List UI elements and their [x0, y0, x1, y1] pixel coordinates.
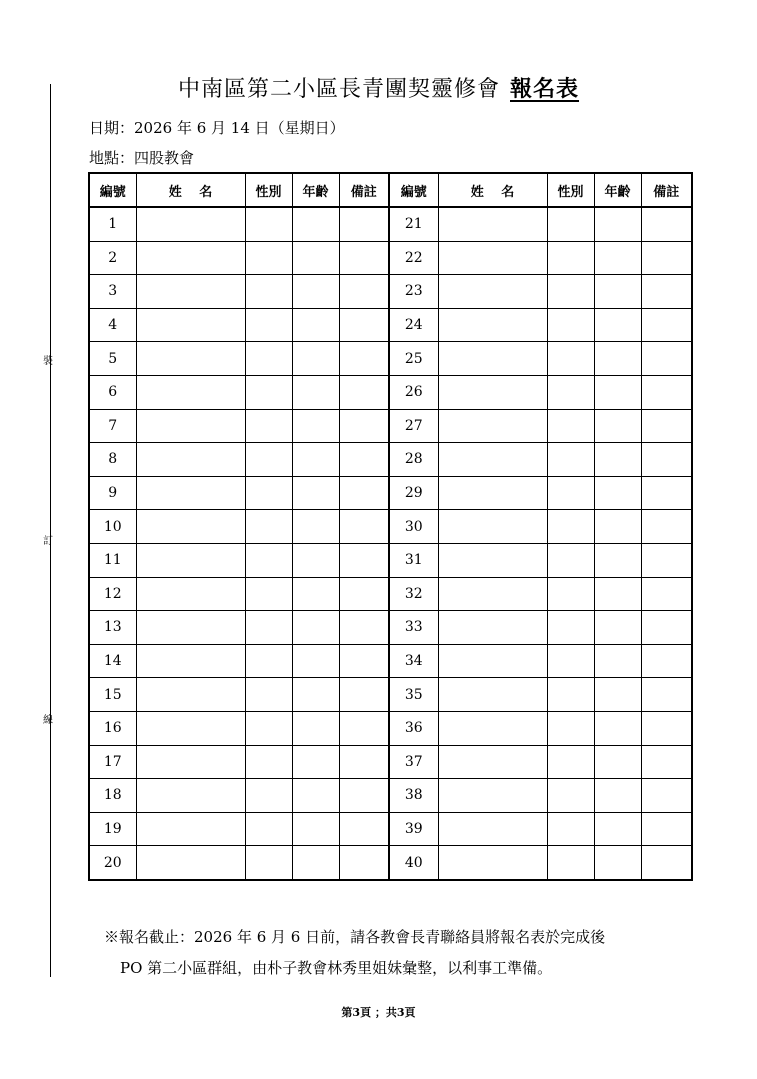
remarks-cell[interactable]: [641, 711, 692, 745]
gender-cell[interactable]: [245, 812, 292, 846]
remarks-cell[interactable]: [641, 745, 692, 779]
remarks-cell[interactable]: [641, 207, 692, 241]
gender-cell[interactable]: [547, 711, 594, 745]
gender-cell[interactable]: [547, 611, 594, 645]
row-number: 21: [389, 207, 438, 241]
age-cell[interactable]: [292, 476, 339, 510]
name-cell[interactable]: [438, 678, 547, 712]
remarks-cell[interactable]: [339, 409, 389, 443]
row-number: 10: [89, 510, 136, 544]
name-cell[interactable]: [136, 711, 245, 745]
row-number: 26: [389, 375, 438, 409]
name-cell[interactable]: [438, 846, 547, 880]
name-cell[interactable]: [438, 375, 547, 409]
name-cell[interactable]: [438, 308, 547, 342]
age-cell[interactable]: [594, 443, 641, 477]
age-cell[interactable]: [292, 644, 339, 678]
row-number: 25: [389, 342, 438, 376]
page-footer: 第3頁 ；共3頁: [341, 1006, 416, 1019]
name-cell[interactable]: [136, 207, 245, 241]
age-cell[interactable]: [292, 275, 339, 309]
name-cell[interactable]: [438, 409, 547, 443]
name-cell[interactable]: [136, 577, 245, 611]
name-cell[interactable]: [438, 443, 547, 477]
age-cell[interactable]: [594, 678, 641, 712]
gender-cell[interactable]: [245, 644, 292, 678]
binding-line: [50, 84, 51, 977]
remarks-cell[interactable]: [339, 745, 389, 779]
remarks-cell[interactable]: [641, 241, 692, 275]
row-number: 37: [389, 745, 438, 779]
gender-cell[interactable]: [245, 308, 292, 342]
row-number: 18: [89, 779, 136, 813]
remarks-cell[interactable]: [339, 779, 389, 813]
gender-cell[interactable]: [547, 207, 594, 241]
table-row: [89, 241, 692, 275]
name-cell[interactable]: [438, 611, 547, 645]
row-number: 2: [89, 241, 136, 275]
age-cell[interactable]: [292, 409, 339, 443]
row-number: 34: [389, 644, 438, 678]
remarks-cell[interactable]: [339, 342, 389, 376]
age-cell[interactable]: [594, 711, 641, 745]
row-number: 5: [89, 342, 136, 376]
age-cell[interactable]: [292, 812, 339, 846]
registration-table: [88, 172, 693, 881]
gender-cell[interactable]: [245, 711, 292, 745]
age-cell[interactable]: [594, 241, 641, 275]
name-cell[interactable]: [136, 812, 245, 846]
name-cell[interactable]: [136, 443, 245, 477]
gender-cell[interactable]: [245, 678, 292, 712]
table-row: [89, 644, 692, 678]
gender-cell[interactable]: [547, 812, 594, 846]
row-number: 30: [389, 510, 438, 544]
gender-cell[interactable]: [547, 476, 594, 510]
remarks-cell[interactable]: [339, 308, 389, 342]
name-cell[interactable]: [438, 812, 547, 846]
row-number: 40: [389, 846, 438, 880]
name-cell[interactable]: [136, 375, 245, 409]
place-line: 地點：四股教會: [89, 149, 195, 167]
remarks-cell[interactable]: [339, 241, 389, 275]
table-row: [89, 543, 692, 577]
name-cell[interactable]: [438, 207, 547, 241]
row-number: 15: [89, 678, 136, 712]
remarks-cell[interactable]: [641, 577, 692, 611]
name-cell[interactable]: [136, 543, 245, 577]
remarks-cell[interactable]: [339, 846, 389, 880]
header-gender: 性別: [547, 173, 594, 207]
row-number: 16: [89, 711, 136, 745]
table-header-row: [89, 173, 692, 207]
remarks-cell[interactable]: [339, 577, 389, 611]
remarks-cell[interactable]: [641, 846, 692, 880]
remarks-cell[interactable]: [641, 375, 692, 409]
table-row: [89, 443, 692, 477]
remarks-cell[interactable]: [641, 644, 692, 678]
remarks-cell[interactable]: [641, 611, 692, 645]
row-number: 3: [89, 275, 136, 309]
binding-mark-2: 訂: [43, 536, 53, 547]
row-number: 6: [89, 375, 136, 409]
gender-cell[interactable]: [547, 342, 594, 376]
gender-cell[interactable]: [245, 745, 292, 779]
header-gender: 性別: [245, 173, 292, 207]
row-number: 12: [89, 577, 136, 611]
remarks-cell[interactable]: [641, 543, 692, 577]
age-cell[interactable]: [292, 611, 339, 645]
age-cell[interactable]: [594, 375, 641, 409]
name-cell[interactable]: [438, 745, 547, 779]
row-number: 28: [389, 443, 438, 477]
remarks-cell[interactable]: [641, 510, 692, 544]
row-number: 33: [389, 611, 438, 645]
name-cell[interactable]: [438, 711, 547, 745]
gender-cell[interactable]: [547, 577, 594, 611]
table-row: [89, 745, 692, 779]
age-cell[interactable]: [594, 510, 641, 544]
row-number: 23: [389, 275, 438, 309]
row-number: 17: [89, 745, 136, 779]
gender-cell[interactable]: [245, 476, 292, 510]
gender-cell[interactable]: [547, 543, 594, 577]
date-line: 日期：2026 年 6 月 14 日（星期日）: [89, 119, 345, 137]
remarks-cell[interactable]: [339, 476, 389, 510]
age-cell[interactable]: [292, 577, 339, 611]
note-line-1: ※報名截止：2026 年 6 月 6 日前，請各教會長青聯絡員將報名表於完成後: [104, 928, 606, 946]
table-row: [89, 678, 692, 712]
table-row: [89, 308, 692, 342]
binding-mark-1: 裝: [43, 356, 53, 367]
name-cell[interactable]: [136, 241, 245, 275]
row-number: 14: [89, 644, 136, 678]
row-number: 11: [89, 543, 136, 577]
title-form-label: 報名表: [510, 76, 580, 102]
header-remarks: 備註: [641, 173, 692, 207]
gender-cell[interactable]: [245, 375, 292, 409]
age-cell[interactable]: [594, 745, 641, 779]
row-number: 31: [389, 543, 438, 577]
remarks-cell[interactable]: [641, 476, 692, 510]
table-row: [89, 577, 692, 611]
name-cell[interactable]: [438, 543, 547, 577]
gender-cell[interactable]: [245, 409, 292, 443]
remarks-cell[interactable]: [339, 275, 389, 309]
age-cell[interactable]: [292, 342, 339, 376]
row-number: 39: [389, 812, 438, 846]
age-cell[interactable]: [292, 745, 339, 779]
row-number: 7: [89, 409, 136, 443]
age-cell[interactable]: [292, 241, 339, 275]
header-age: 年齡: [594, 173, 641, 207]
age-cell[interactable]: [594, 543, 641, 577]
gender-cell[interactable]: [547, 375, 594, 409]
name-cell[interactable]: [438, 510, 547, 544]
title-main: 中南區第二小區長青團契靈修會: [177, 77, 500, 102]
remarks-cell[interactable]: [641, 275, 692, 309]
name-cell[interactable]: [438, 577, 547, 611]
gender-cell[interactable]: [245, 543, 292, 577]
name-cell[interactable]: [438, 275, 547, 309]
table-row: [89, 409, 692, 443]
table-row: [89, 476, 692, 510]
gender-cell[interactable]: [547, 241, 594, 275]
name-cell[interactable]: [136, 308, 245, 342]
gender-cell[interactable]: [547, 644, 594, 678]
gender-cell[interactable]: [245, 241, 292, 275]
age-cell[interactable]: [292, 308, 339, 342]
gender-cell[interactable]: [245, 846, 292, 880]
gender-cell[interactable]: [547, 678, 594, 712]
row-number: 32: [389, 577, 438, 611]
table-row: [89, 342, 692, 376]
remarks-cell[interactable]: [339, 611, 389, 645]
name-cell[interactable]: [136, 644, 245, 678]
remarks-cell[interactable]: [339, 543, 389, 577]
row-number: 1: [89, 207, 136, 241]
remarks-cell[interactable]: [339, 510, 389, 544]
gender-cell[interactable]: [547, 846, 594, 880]
table-row: [89, 846, 692, 880]
name-cell[interactable]: [136, 476, 245, 510]
age-cell[interactable]: [292, 443, 339, 477]
header-number: 編號: [89, 173, 136, 207]
row-number: 38: [389, 779, 438, 813]
age-cell[interactable]: [594, 476, 641, 510]
row-number: 36: [389, 711, 438, 745]
age-cell[interactable]: [594, 409, 641, 443]
remarks-cell[interactable]: [339, 812, 389, 846]
age-cell[interactable]: [292, 711, 339, 745]
age-cell[interactable]: [292, 207, 339, 241]
row-number: 9: [89, 476, 136, 510]
remarks-cell[interactable]: [641, 812, 692, 846]
name-cell[interactable]: [438, 644, 547, 678]
row-number: 13: [89, 611, 136, 645]
age-cell[interactable]: [594, 644, 641, 678]
gender-cell[interactable]: [245, 275, 292, 309]
header-name: 姓 名: [136, 173, 245, 207]
age-cell[interactable]: [594, 611, 641, 645]
gender-cell[interactable]: [245, 779, 292, 813]
age-cell[interactable]: [594, 207, 641, 241]
name-cell[interactable]: [136, 779, 245, 813]
name-cell[interactable]: [438, 779, 547, 813]
remarks-cell[interactable]: [339, 443, 389, 477]
gender-cell[interactable]: [245, 611, 292, 645]
gender-cell[interactable]: [245, 207, 292, 241]
remarks-cell[interactable]: [641, 779, 692, 813]
remarks-cell[interactable]: [641, 308, 692, 342]
remarks-cell[interactable]: [339, 207, 389, 241]
name-cell[interactable]: [136, 275, 245, 309]
age-cell[interactable]: [292, 543, 339, 577]
age-cell[interactable]: [594, 812, 641, 846]
name-cell[interactable]: [136, 846, 245, 880]
row-number: 35: [389, 678, 438, 712]
age-cell[interactable]: [594, 577, 641, 611]
row-number: 22: [389, 241, 438, 275]
name-cell[interactable]: [136, 342, 245, 376]
remarks-cell[interactable]: [339, 375, 389, 409]
header-age: 年齡: [292, 173, 339, 207]
table-row: [89, 207, 692, 241]
remarks-cell[interactable]: [641, 342, 692, 376]
age-cell[interactable]: [594, 779, 641, 813]
row-number: 20: [89, 846, 136, 880]
table-row: [89, 375, 692, 409]
age-cell[interactable]: [594, 308, 641, 342]
gender-cell[interactable]: [245, 510, 292, 544]
gender-cell[interactable]: [547, 308, 594, 342]
remarks-cell[interactable]: [641, 678, 692, 712]
remarks-cell[interactable]: [339, 711, 389, 745]
gender-cell[interactable]: [547, 275, 594, 309]
name-cell[interactable]: [438, 241, 547, 275]
table-row: [89, 711, 692, 745]
row-number: 8: [89, 443, 136, 477]
remarks-cell[interactable]: [641, 409, 692, 443]
name-cell[interactable]: [136, 409, 245, 443]
page-title: [0, 74, 757, 105]
row-number: 19: [89, 812, 136, 846]
table-row: [89, 779, 692, 813]
name-cell[interactable]: [438, 342, 547, 376]
gender-cell[interactable]: [547, 745, 594, 779]
name-cell[interactable]: [438, 476, 547, 510]
age-cell[interactable]: [292, 375, 339, 409]
note-line-2: PO 第二小區群組，由朴子教會林秀里姐妹彙整，以利事工準備。: [120, 959, 553, 977]
row-number: 4: [89, 308, 136, 342]
header-remarks: 備註: [339, 173, 389, 207]
table-row: [89, 812, 692, 846]
row-number: 29: [389, 476, 438, 510]
age-cell[interactable]: [292, 510, 339, 544]
header-name: 姓 名: [438, 173, 547, 207]
remarks-cell[interactable]: [641, 443, 692, 477]
row-number: 24: [389, 308, 438, 342]
table-row: [89, 275, 692, 309]
gender-cell[interactable]: [245, 443, 292, 477]
deadline-note: [104, 922, 704, 984]
header-number: 編號: [389, 173, 438, 207]
name-cell[interactable]: [136, 611, 245, 645]
gender-cell[interactable]: [245, 342, 292, 376]
gender-cell[interactable]: [547, 409, 594, 443]
table-row: [89, 510, 692, 544]
age-cell[interactable]: [292, 846, 339, 880]
table-row: [89, 611, 692, 645]
remarks-cell[interactable]: [339, 644, 389, 678]
gender-cell[interactable]: [547, 779, 594, 813]
gender-cell[interactable]: [547, 510, 594, 544]
age-cell[interactable]: [594, 342, 641, 376]
age-cell[interactable]: [292, 779, 339, 813]
remarks-cell[interactable]: [339, 678, 389, 712]
gender-cell[interactable]: [245, 577, 292, 611]
row-number: 27: [389, 409, 438, 443]
name-cell[interactable]: [136, 678, 245, 712]
name-cell[interactable]: [136, 745, 245, 779]
gender-cell[interactable]: [547, 443, 594, 477]
binding-mark-3: 線: [43, 715, 53, 726]
age-cell[interactable]: [594, 846, 641, 880]
name-cell[interactable]: [136, 510, 245, 544]
age-cell[interactable]: [594, 275, 641, 309]
age-cell[interactable]: [292, 678, 339, 712]
